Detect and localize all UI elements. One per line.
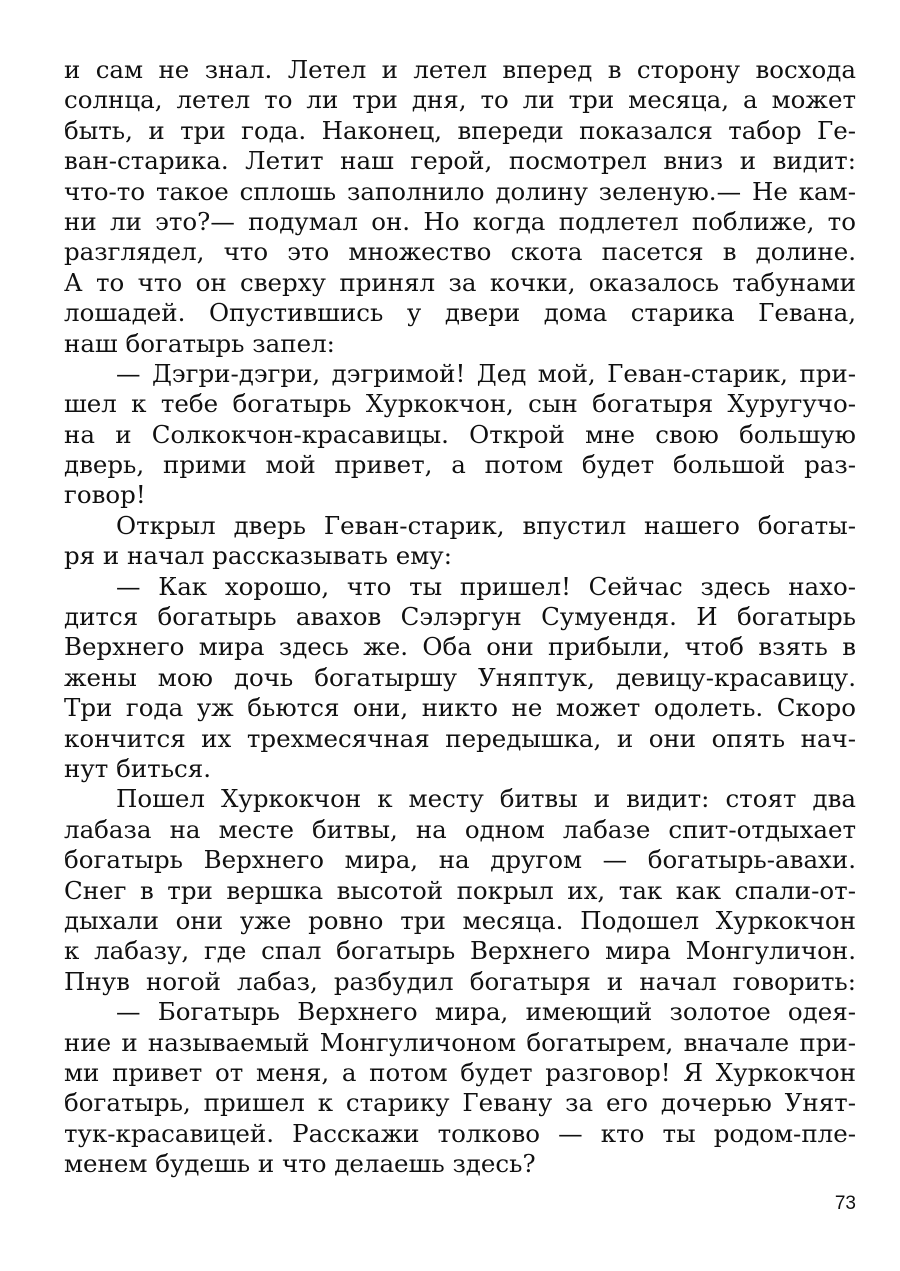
- text-line: нут биться.: [64, 753, 212, 783]
- text-line: шел к тебе богатырь Хуркокчон, сын богатыря Хуругучо-: [64, 389, 856, 419]
- text-line: на и Солкокчон-красавицы. Открой мне свою большую: [64, 419, 856, 449]
- text-line: Пнув ногой лабаз, разбудил богатыря и начал говорить:: [64, 966, 856, 996]
- text-line: солнца, летел то ли три дня, то ли три месяца, а может: [64, 85, 856, 115]
- text-line: дится богатырь авахов Сэлэргун Сумуендя. И богатырь: [64, 602, 856, 632]
- text-line: — Как хорошо, что ты пришел! Сейчас здесь нахо-: [116, 571, 856, 601]
- text-line: — Дэгри-дэгри, дэгримой! Дед мой, Геван-старик, при-: [116, 358, 856, 388]
- text-line: А то что он сверху принял за кочки, оказалось табунами: [64, 267, 856, 297]
- text-line: и сам не знал. Летел и летел вперед в сторону восхода: [64, 55, 856, 84]
- text-line: ние и называемый Монгуличоном богатырем, вначале при-: [64, 1027, 856, 1057]
- text-line: лошадей. Опустившись у двери дома старика Гевана,: [64, 298, 856, 328]
- text-line: богатырь Верхнего мира, на другом — богатырь-авахи.: [64, 845, 856, 875]
- text-line: Открыл дверь Геван-старик, впустил нашего богаты-: [116, 510, 856, 540]
- text-line: к лабазу, где спал богатырь Верхнего мира Монгуличон.: [64, 936, 856, 966]
- text-line: ни ли это?— подумал он. Но когда подлетел поближе, то: [64, 206, 856, 236]
- text-line: Пошел Хуркокчон к месту битвы и видит: стоят два: [116, 784, 856, 814]
- text-line: ван-старика. Летит наш герой, посмотрел вниз и видит:: [64, 146, 856, 176]
- text-line: богатырь, пришел к старику Гевану за его дочерью Унят-: [64, 1088, 856, 1118]
- text-line: дверь, прими мой привет, а потом будет большой раз-: [64, 450, 856, 480]
- text-line: ря и начал рассказывать ему:: [64, 541, 452, 571]
- text-line: лабаза на месте битвы, на одном лабазе спит-отдыхает: [64, 814, 856, 844]
- text-line: — Богатырь Верхнего мира, имеющий золотое одея-: [116, 997, 856, 1027]
- text-line: Три года уж бьются они, никто не может одолеть. Скоро: [64, 693, 856, 723]
- text-line: жены мою дочь богатыршу Уняптук, девицу-красавицу.: [64, 662, 856, 692]
- text-line: что-то такое сплошь заполнило долину зеленую.— Не кам-: [64, 176, 856, 206]
- text-line: тук-красавицей. Расскажи толково — кто ты родом-пле-: [64, 1118, 856, 1148]
- text-line: менем будешь и что делаешь здесь?: [64, 1149, 536, 1179]
- text-line: Верхнего мира здесь же. Оба они прибыли, чтоб взять в: [64, 632, 856, 662]
- page-number: 73: [834, 1193, 856, 1214]
- text-line: наш богатырь запел:: [64, 328, 335, 358]
- text-line: разглядел, что это множество скота пасется в долине.: [64, 237, 856, 267]
- body-text: [64, 55, 856, 1179]
- text-line: говор!: [64, 480, 146, 510]
- text-line: кончится их трехмесячная передышка, и они опять нач-: [64, 723, 856, 753]
- text-line: дыхали они уже ровно три месяца. Подошел Хуркокчон: [64, 905, 856, 935]
- text-line: Снег в три вершка высотой покрыл их, так как спали-от-: [64, 875, 856, 905]
- text-line: быть, и три года. Наконец, впереди показался табор Ге-: [64, 115, 856, 145]
- text-line: ми привет от меня, а потом будет разговор! Я Хуркокчон: [64, 1057, 856, 1087]
